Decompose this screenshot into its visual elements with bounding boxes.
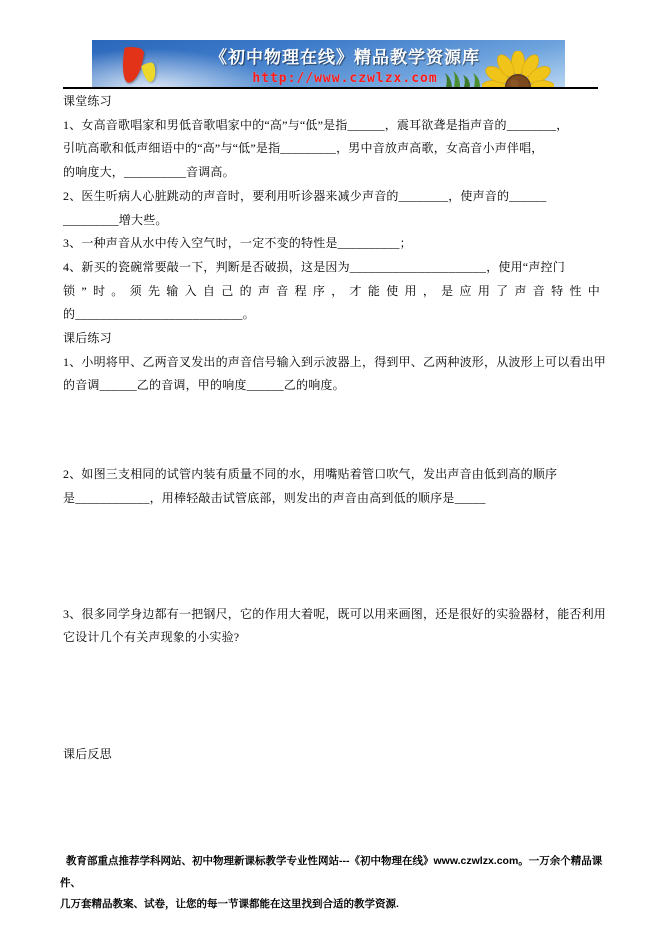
logo-yellow-flame-icon bbox=[141, 62, 158, 84]
question2-line1: 2、医生听病人心脏跳动的声音时，要利用听诊器来减少声音的________，使声音的______ bbox=[63, 188, 547, 203]
worksheet-body bbox=[63, 90, 607, 767]
question4-line2: 锁”时。须先输入自己的声音程序，才能使用，是应用了声音特性中 bbox=[63, 283, 600, 298]
footer-line1: 教育部重点推荐学科网站、初中物理新课标教学专业性网站---《初中物理在线》www.czwlzx.com。一万余个精品课件、 bbox=[60, 855, 603, 889]
question4-line1: 4、新买的瓷碗常要敲一下，判断是否破损，这是因为______________________，使用“声控门 bbox=[63, 259, 565, 274]
section-title-reflection: 课后反思 bbox=[63, 746, 112, 761]
homework1-line1: 1、小明将甲、乙两音叉发出的声音信号输入到示波器上，得到甲、乙两种波形，从波形上可以看出甲 bbox=[63, 354, 607, 369]
question3-line1: 3、一种声音从水中传入空气时，一定不变的特性是__________； bbox=[63, 236, 412, 251]
physics-online-logo-icon bbox=[120, 47, 166, 85]
footer-promo bbox=[60, 851, 616, 916]
homework2-line2: 是____________，用棒轻敲击试管底部，则发出的声音由高到低的顺序是_____ bbox=[63, 490, 486, 505]
question4-line3: 的___________________________。 bbox=[63, 307, 255, 322]
section-title-classroom-practice: 课堂练习 bbox=[63, 94, 112, 108]
homework2-line1: 2、如图三支相同的试管内装有质量不同的水，用嘴贴着管口吹气，发出声音由低到高的顺序 bbox=[63, 467, 558, 482]
homework3-line2: 它设计几个有关声现象的小实验? bbox=[63, 630, 240, 645]
homework3-line1: 3、很多同学身边都有一把钢尺，它的作用大着呢，既可以用来画图，还是很好的实验器材，能否利用 bbox=[63, 606, 607, 621]
question1-line2: 引吭高歌和低声细语中的“高”与“低”是指_________，男中音放声高歌，女高音小声伴唱， bbox=[63, 141, 544, 156]
question1-line1: 1、女高音歌唱家和男低音歌唱家中的“高”与“低”是指______，震耳欲聋是指声音的________， bbox=[63, 117, 569, 132]
blank-space-for-answer bbox=[63, 511, 600, 603]
blank-space-for-answer bbox=[63, 398, 600, 463]
homework1-line2: 的音调______乙的音调，甲的响度______乙的响度。 bbox=[63, 378, 345, 393]
footer-line2: 几万套精品教案、试卷，让您的每一节课都能在这里找到合适的教学资源. bbox=[60, 898, 399, 910]
blank-space-for-answer bbox=[63, 650, 600, 743]
grass-icon bbox=[442, 70, 486, 87]
section-title-homework-practice: 课后练习 bbox=[63, 331, 112, 346]
sunflower-icon bbox=[482, 51, 554, 87]
question1-line3: 的响度大，__________音调高。 bbox=[63, 165, 235, 180]
banner-title: 《初中物理在线》精品教学资源库 bbox=[210, 48, 480, 67]
site-banner bbox=[92, 40, 565, 87]
header-rule bbox=[63, 87, 598, 89]
banner-url: http://www.czwlzx.com bbox=[252, 71, 438, 86]
question2-line2: _________增大些。 bbox=[63, 212, 168, 227]
